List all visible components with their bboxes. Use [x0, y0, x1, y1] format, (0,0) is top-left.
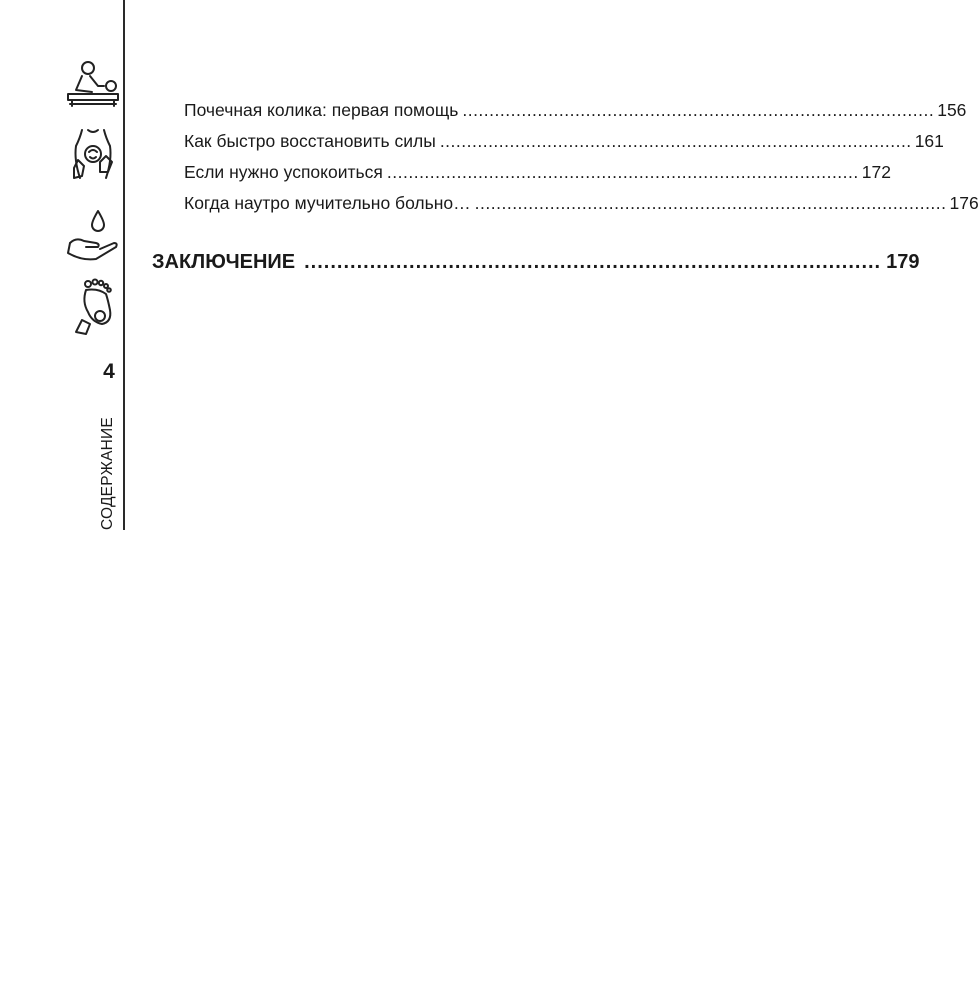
toc-leader-dots: ........................................................................................: [439, 131, 912, 151]
toc-leader-dots: ........................................................................................: [386, 162, 859, 182]
toc-leader-dots: ........................................................................................: [474, 193, 947, 213]
toc-list: [184, 95, 979, 219]
toc-entry-page: 156: [937, 100, 967, 120]
toc-entry-title: Как быстро восстановить силы: [184, 131, 436, 151]
toc-entry[interactable]: [184, 95, 967, 126]
massage-icon: [62, 56, 124, 118]
toc-entry-page: 172: [861, 162, 891, 182]
toc-entry[interactable]: [184, 188, 979, 219]
toc-entry-title: Почечная колика: первая помощь: [184, 100, 459, 120]
toc-entry-page: 161: [914, 131, 944, 151]
water-drop-hand-icon: [62, 207, 124, 269]
section-label: СОДЕРЖАНИЕ: [99, 417, 116, 530]
toc-entry[interactable]: [184, 157, 891, 188]
toc-leader-dots: ........................................................................................: [304, 251, 882, 273]
toc-entry-page: 176: [949, 193, 979, 213]
toc-entry-title: Когда наутро мучительно больно…: [184, 193, 471, 213]
toc-conclusion-entry[interactable]: [152, 247, 920, 277]
toc-leader-dots: ........................................................................................: [462, 100, 935, 120]
toc-conclusion-title: ЗАКЛЮЧЕНИЕ: [152, 251, 296, 273]
foot-reflexology-icon: [62, 276, 124, 338]
page-number: 4: [103, 360, 115, 383]
toc-entry[interactable]: [184, 126, 944, 157]
toc-conclusion-page: 179: [886, 251, 920, 273]
torso-hands-icon: [62, 126, 124, 188]
toc-entry-title: Если нужно успокоиться: [184, 162, 383, 182]
